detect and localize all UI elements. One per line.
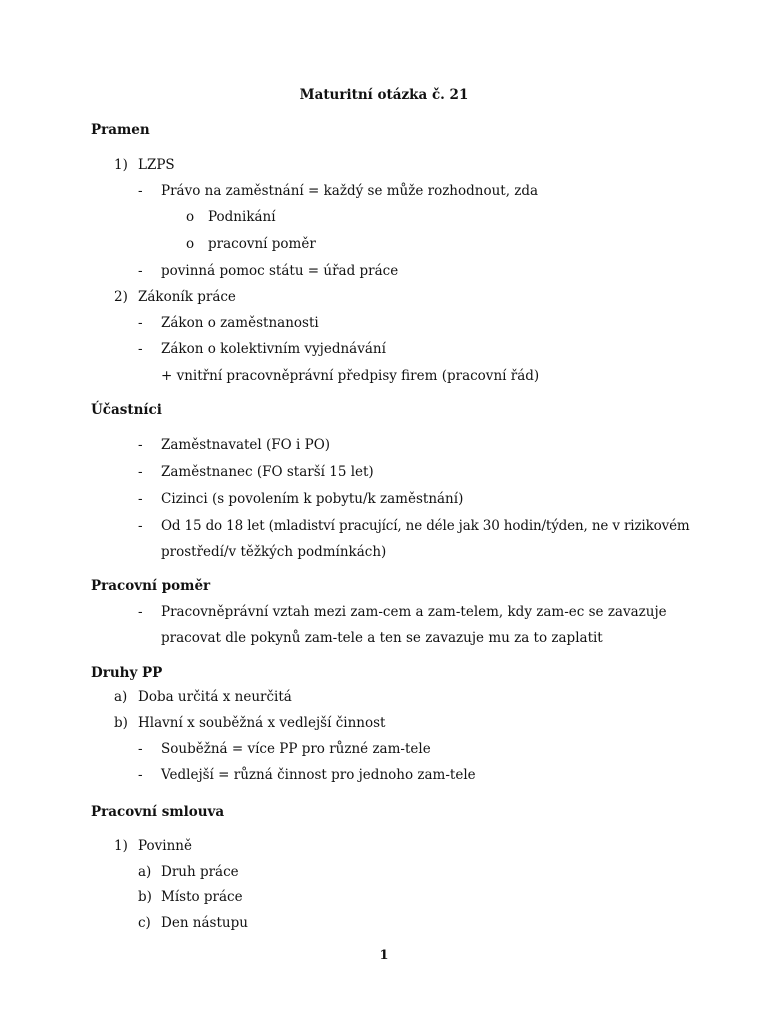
dash-marker: -: [138, 315, 143, 331]
list-marker: 1): [114, 838, 128, 854]
list-item-continuation: prostředí/v těžkých podmínkách): [161, 544, 387, 560]
list-marker: 1): [114, 157, 128, 173]
list-marker: b): [138, 889, 152, 905]
dash-marker: -: [138, 341, 143, 357]
section-heading-pracovni-smlouva: Pracovní smlouva: [91, 804, 225, 820]
section-heading-pramen: Pramen: [91, 122, 150, 138]
bullet-marker: o: [186, 236, 195, 252]
list-item: Pracovněprávní vztah mezi zam-cem a zam-telem, kdy zam-ec se zavazuje: [161, 604, 667, 620]
list-marker: c): [138, 915, 151, 931]
list-item: Zaměstnanec (FO starší 15 let): [161, 464, 374, 480]
list-item: Právo na zaměstnání = každý se může rozhodnout, zda: [161, 183, 539, 199]
list-marker: 2): [114, 289, 128, 305]
section-heading-druhy-pp: Druhy PP: [91, 665, 163, 681]
list-item: Místo práce: [161, 889, 243, 905]
section-heading-ucastnici: Účastníci: [91, 402, 162, 418]
list-item: pracovní poměr: [208, 236, 316, 252]
list-marker: b): [114, 715, 128, 731]
list-item: Druh práce: [161, 864, 239, 880]
bullet-marker: o: [186, 209, 195, 225]
list-item: + vnitřní pracovněprávní předpisy firem (pracovní řád): [161, 368, 540, 384]
dash-marker: -: [138, 437, 143, 453]
dash-marker: -: [138, 464, 143, 480]
list-item: Zaměstnavatel (FO i PO): [161, 437, 331, 453]
list-item-continuation: pracovat dle pokynů zam-tele a ten se zavazuje mu za to zaplatit: [161, 630, 603, 646]
list-marker: a): [138, 864, 152, 880]
list-marker: a): [114, 689, 128, 705]
dash-marker: -: [138, 767, 143, 783]
list-item: Povinně: [138, 838, 192, 854]
list-item: LZPS: [138, 157, 175, 173]
list-item: Souběžná = více PP pro různé zam-tele: [161, 741, 431, 757]
dash-marker: -: [138, 183, 143, 199]
list-item: Zákoník práce: [138, 289, 236, 305]
section-heading-pracovni-pomer: Pracovní poměr: [91, 578, 211, 594]
list-item: Zákon o zaměstnanosti: [161, 315, 319, 331]
dash-marker: -: [138, 518, 143, 534]
list-item: povinná pomoc státu = úřad práce: [161, 263, 399, 279]
dash-marker: -: [138, 604, 143, 620]
dash-marker: -: [138, 491, 143, 507]
list-item: Cizinci (s povolením k pobytu/k zaměstnání): [161, 491, 464, 507]
list-item: Od 15 do 18 let (mladiství pracující, ne déle jak 30 hodin/týden, ne v rizikovém: [161, 518, 690, 534]
dash-marker: -: [138, 263, 143, 279]
list-item: Hlavní x souběžná x vedlejší činnost: [138, 715, 386, 731]
list-item: Zákon o kolektivním vyjednávání: [161, 341, 386, 357]
dash-marker: -: [138, 741, 143, 757]
list-item: Den nástupu: [161, 915, 248, 931]
list-item: Vedlejší = různá činnost pro jednoho zam-tele: [161, 767, 476, 783]
list-item: Doba určitá x neurčitá: [138, 689, 292, 705]
list-item: Podnikání: [208, 209, 276, 225]
document-title: Maturitní otázka č. 21: [299, 87, 469, 103]
page-number: 1: [379, 948, 389, 963]
